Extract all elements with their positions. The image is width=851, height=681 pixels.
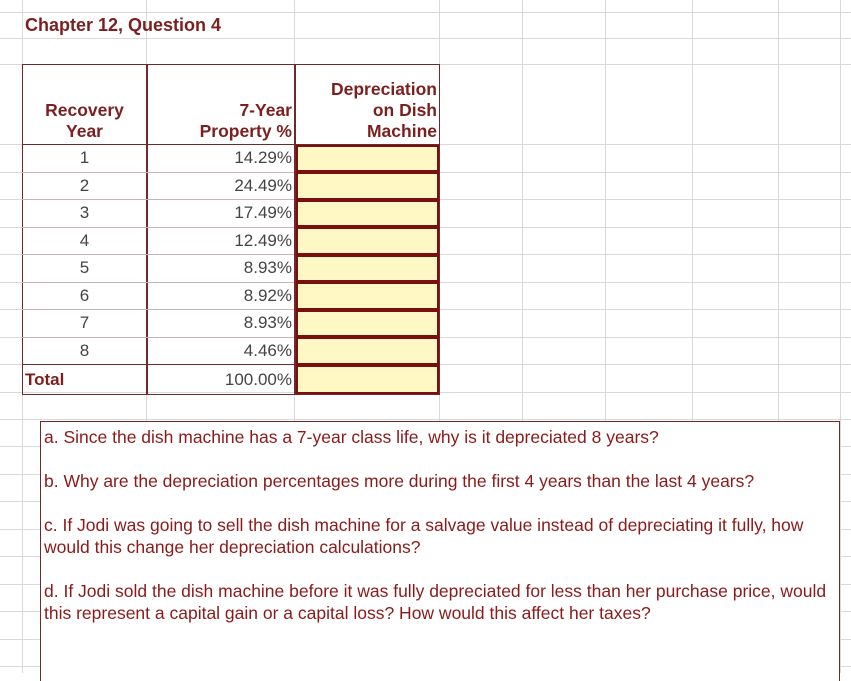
questions-textbox[interactable] [40,421,840,681]
percent-cell[interactable]: 24.49% [234,176,292,195]
question-a: a. Since the dish machine has a 7-year class life, why is it depreciated 8 years? [44,427,659,447]
sheet-title[interactable]: Chapter 12, Question 4 [25,15,222,35]
question-d: d. If Jodi sold the dish machine before it was fully depreciated for less than her purchase price, would this represent a capital gain or a capital loss? How would this affect her taxes? [44,581,827,623]
depreciation-input[interactable] [296,282,439,310]
year-cell[interactable]: 5 [79,258,90,277]
percent-cell[interactable]: 8.93% [243,313,292,332]
percent-cell[interactable]: 8.92% [243,286,292,305]
year-cell[interactable]: 6 [79,286,90,305]
year-cell[interactable]: 4 [79,231,90,250]
year-cell[interactable]: 8 [79,341,90,360]
depreciation-input[interactable] [296,255,439,282]
percent-cell[interactable]: 12.49% [234,231,292,250]
depreciation-input[interactable] [296,200,439,227]
year-cell[interactable]: 2 [79,176,90,195]
year-cell[interactable]: 1 [79,148,90,167]
percent-cell[interactable]: 14.29% [234,148,292,167]
total-depreciation-input[interactable] [296,365,439,394]
total-label[interactable]: Total [25,370,65,389]
total-percent-cell[interactable]: 100.00% [224,370,292,389]
year-cell[interactable]: 3 [79,203,90,222]
percent-cell[interactable]: 8.93% [243,258,292,277]
header-recovery-year[interactable]: Recovery Year [45,100,124,141]
depreciation-input[interactable] [296,172,439,200]
percent-cell[interactable]: 17.49% [234,203,292,222]
depreciation-input[interactable] [296,310,439,337]
depreciation-input[interactable] [296,337,439,365]
depreciation-input[interactable] [296,227,439,255]
percent-cell[interactable]: 4.46% [243,341,292,360]
question-b: b. Why are the depreciation percentages more during the first 4 years than the last 4 years? [44,471,755,491]
header-property-percent[interactable]: 7-Year Property % [199,100,292,141]
question-c: c. If Jodi was going to sell the dish machine for a salvage value instead of depreciating it fully, how would this change her depreciation calculations? [44,515,804,557]
year-cell[interactable]: 7 [79,313,90,332]
depreciation-input[interactable] [296,145,439,172]
header-depreciation[interactable]: Depreciation on Dish Machine [331,79,437,141]
